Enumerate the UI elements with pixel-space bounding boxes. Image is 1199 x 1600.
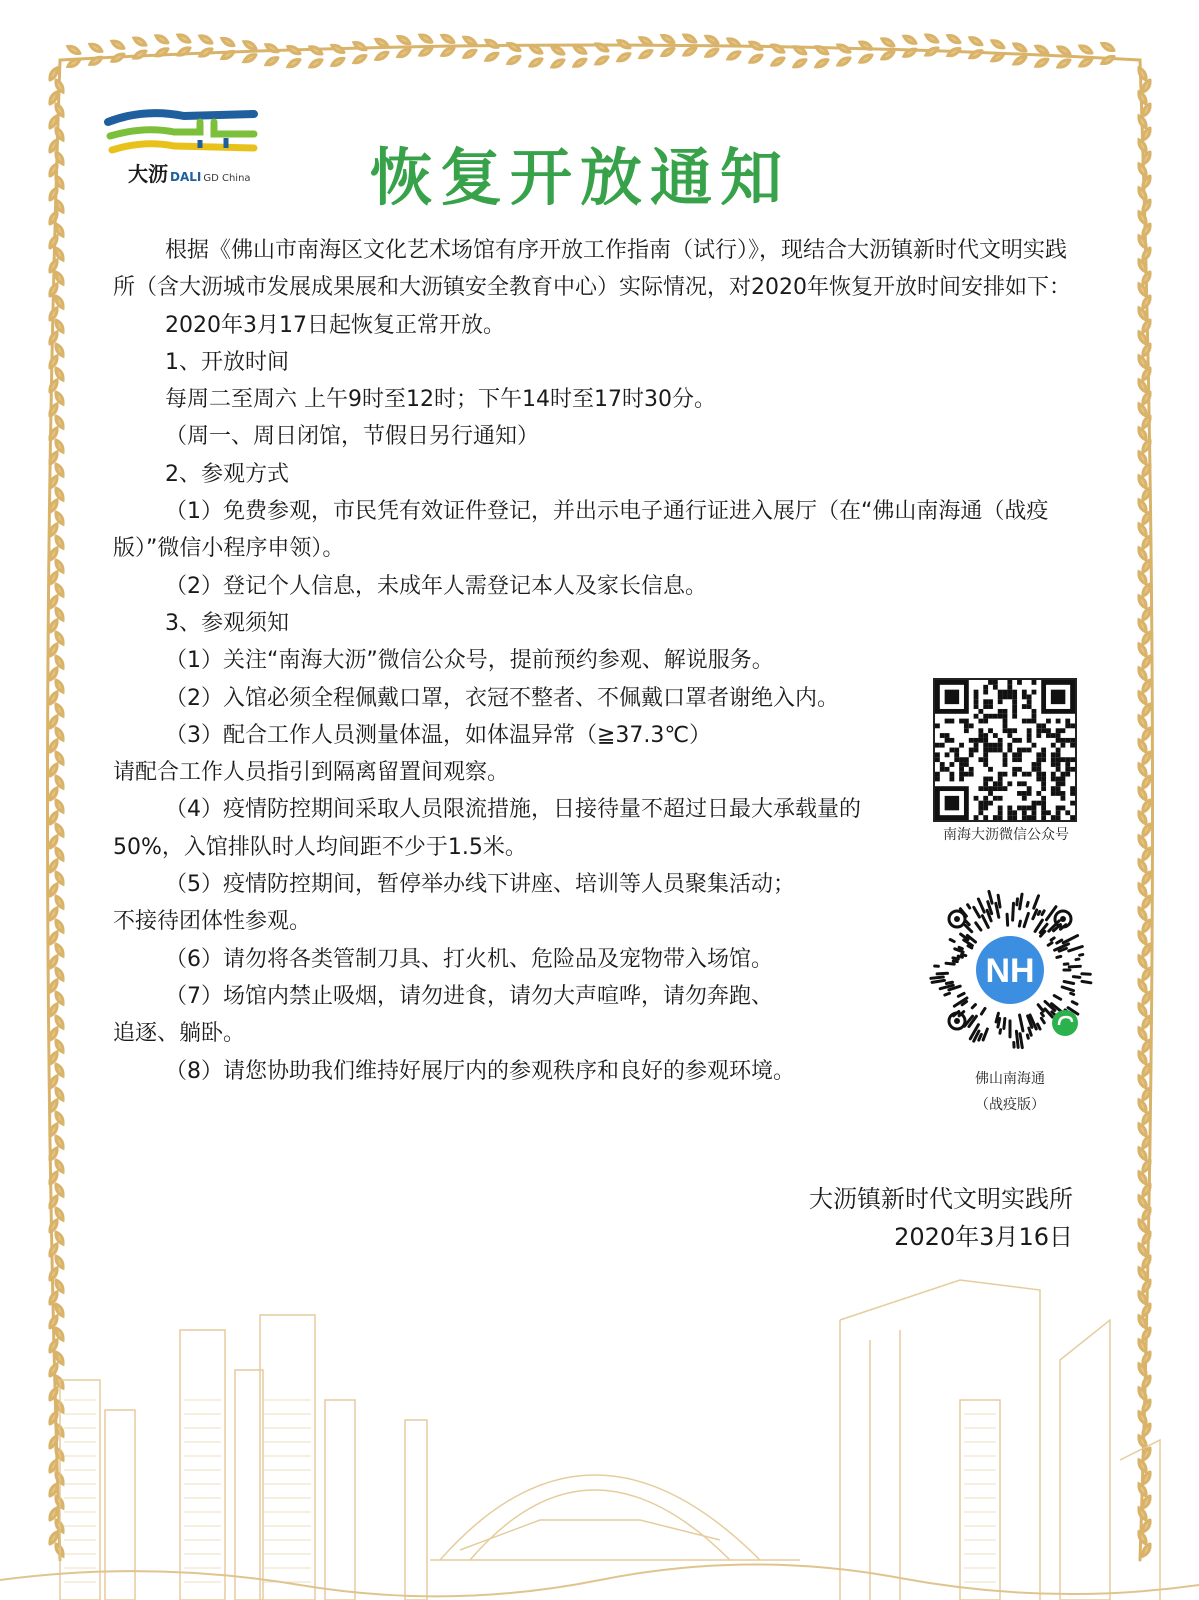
visit-note-7b: 追逐、躺卧。 (113, 1021, 246, 1047)
wechat-mini-program-icon (1052, 1010, 1078, 1036)
visit-note-7a: （7）场馆内禁止吸烟，请勿进食，请勿大声喧哗，请勿奔跑、 (165, 983, 773, 1009)
qr-wechat-label: 南海大沥微信公众号 (943, 827, 1069, 843)
page-title: 恢复开放通知 (370, 141, 791, 214)
intro-paragraph: 根据《佛山市南海区文化艺术场馆有序开放工作指南（试行）》，现结合大沥镇新时代文明实践所（含大沥城市发展成果展和大沥镇安全教育中心）实际情况，对2020年恢复开放时间安排如下： (113, 238, 1071, 301)
section-opening-hours-title: 1、开放时间 (165, 349, 289, 375)
visit-mode-item-1: （1）免费参观，市民凭有效证件登记，并出示电子通行证进入展厅（在“佛山南海通（战疫版）”微信小程序申领）。 (113, 499, 1049, 562)
mini-program-label (950, 1066, 1070, 1118)
visit-note-8: （8）请您协助我们维持好展厅内的参观秩序和良好的参观环境。 (165, 1058, 795, 1084)
visit-mode-item-2: （2）登记个人信息，未成年人需登记本人及家长信息。 (165, 573, 707, 599)
opening-hours-line: 每周二至周六 上午9时至12时；下午14时至17时30分。 (165, 387, 716, 413)
section-visit-notes-title: 3、参观须知 (165, 610, 289, 636)
visit-note-3b: 请配合工作人员指引到隔离留置间观察。 (113, 760, 510, 786)
mini-program-label-1: 佛山南海通 (975, 1071, 1045, 1087)
logo-wordmark (128, 158, 251, 187)
signature-block (809, 1180, 1073, 1256)
logo-name-en: DALI (170, 170, 202, 184)
city-skyline (0, 1260, 1199, 1600)
visit-note-2: （2）入馆必须全程佩戴口罩，衣冠不整者、不佩戴口罩者谢绝入内。 (165, 685, 839, 711)
visit-note-5b: 不接待团体性参观。 (113, 909, 312, 935)
mini-program-label-2: （战疫版） (975, 1097, 1045, 1113)
mini-program-badge: NH (985, 952, 1035, 990)
visit-note-6: （6）请勿将各类管制刀具、打火机、危险品及宠物带入场馆。 (165, 946, 773, 972)
logo-sub-en: GD China (203, 173, 251, 184)
visit-note-5a: （5）疫情防控期间，暂停举办线下讲座、培训等人员聚集活动； (165, 872, 795, 898)
signature-org: 大沥镇新时代文明实践所 (809, 1185, 1073, 1213)
visit-note-4: （4）疫情防控期间采取人员限流措施，日接待量不超过日最大承载量的50%，入馆排队时人均间距不少于1.5米。 (113, 797, 861, 860)
closed-days-line: （周一、周日闭馆，节假日另行通知） (165, 424, 540, 450)
reopen-date: 2020年3月17日起恢复正常开放。 (165, 312, 505, 338)
signature-date: 2020年3月16日 (894, 1223, 1073, 1251)
visit-note-3a: （3）配合工作人员测量体温，如体温异常（≧37.3℃） (165, 722, 712, 748)
logo-name-cn: 大沥 (128, 162, 168, 186)
qr-code (933, 678, 1077, 822)
section-visit-mode-title: 2、参观方式 (165, 461, 289, 487)
mini-program-code (925, 885, 1095, 1055)
visit-note-1: （1）关注“南海大沥”微信公众号，提前预约参观、解说服务。 (165, 648, 774, 674)
